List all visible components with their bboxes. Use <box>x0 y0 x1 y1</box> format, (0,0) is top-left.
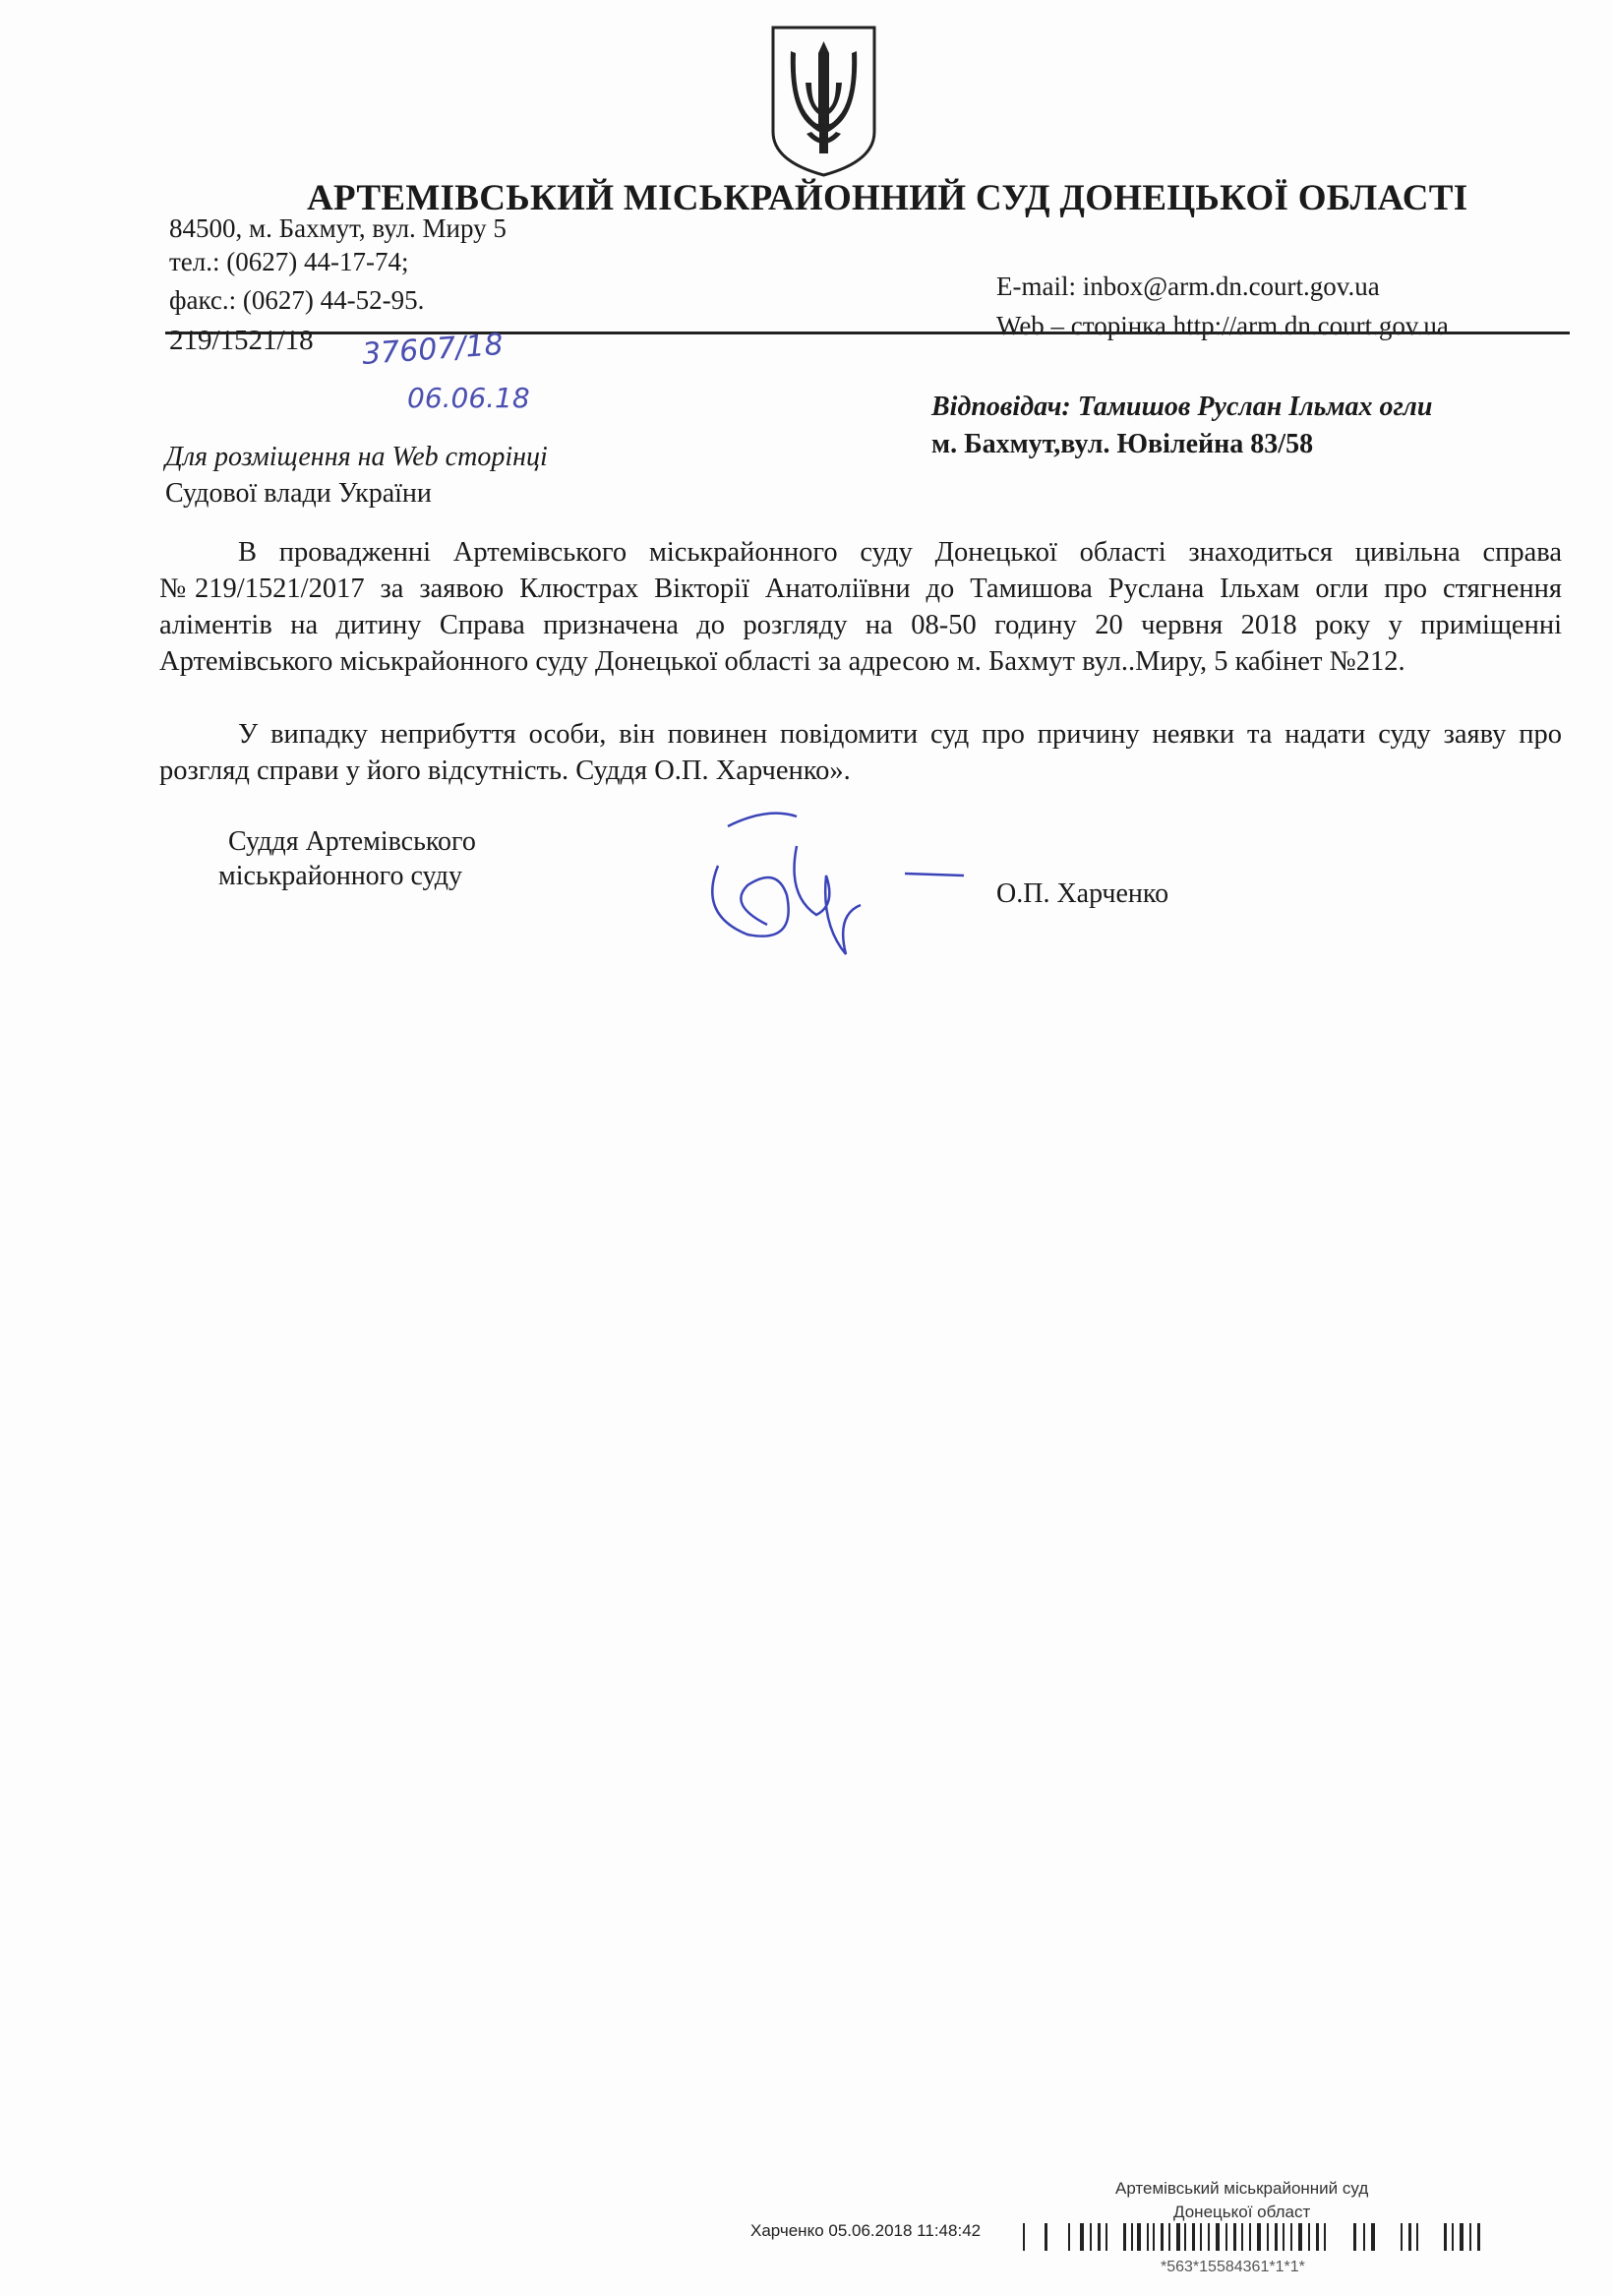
court-address: 84500, м. Бахмут, вул. Миру 5 <box>169 213 507 243</box>
case-number: 219/1521/18 <box>169 325 314 356</box>
respondent-name: Відповідач: Тамишов Руслан Ільмах огли <box>931 392 1433 422</box>
barcode-icon <box>1023 2217 1495 2257</box>
court-phone: тел.: (0627) 44-17-74; <box>169 247 409 276</box>
web-publication-note <box>165 439 548 512</box>
court-name: АРТЕМІВСЬКИЙ МІСЬКРАЙОННИЙ СУД ДОНЕЦЬКОЇ ОБЛАСТІ <box>307 178 1468 218</box>
court-email: E-mail: inbox@arm.dn.court.gov.ua <box>996 272 1380 301</box>
header-divider <box>165 332 1570 334</box>
respondent-address: м. Бахмут,вул. Ювілейна 83/58 <box>931 429 1314 459</box>
handwritten-registration-date: 06.06.18 <box>407 382 530 414</box>
handwritten-registration-number: 37607/18 <box>360 328 505 372</box>
registration-timestamp: Харченко 05.06.2018 11:48:42 <box>750 2221 982 2240</box>
stamp-court-line2: Донецької област <box>1173 2203 1311 2221</box>
judge-signature <box>688 807 974 964</box>
court-fax: факс.: (0627) 44-52-95. <box>169 285 425 315</box>
body-paragraph-2: У випадку неприбуття особи, він повинен повідомити суд про причину неявки та надати суду заяву про розгляд справи у його відсутність. Суддя О.П. Харченко». <box>159 719 1562 786</box>
judge-title-line1: Суддя Артемівського <box>228 826 476 857</box>
web-note-line2: Судової влади України <box>165 478 432 509</box>
court-website: Web – сторінка http://arm.dn.court.gov.ua <box>996 311 1449 340</box>
stamp-court-line1: Артемівський міськрайонний суд <box>1115 2179 1369 2198</box>
trident-emblem-icon <box>767 24 880 179</box>
judge-title <box>218 824 476 893</box>
judge-name: О.П. Харченко <box>996 878 1169 909</box>
body-paragraph-1: В провадженні Артемівського міськрайонного суду Донецької області знаходиться цивільна справа №219/1521/2017 за заявою Клюстрах Вікторії Анатоліївни до Тамишова Руслана Ільхам огли про стягнення аліментів на дитину Справа призначена до розгляду на 08-50 годину 20 червня 2018 року у приміщенні Артемівського міськрайонного суду Донецької області за адресою м. Бахмут вул..Миру, 5 кабінет №212. <box>159 537 1562 677</box>
judge-title-line2: міськрайонного суду <box>218 861 463 891</box>
barcode-number: *563*15584361*1*1* <box>1161 2259 1305 2275</box>
web-note-line1: Для розміщення на Web сторінці <box>165 442 548 472</box>
